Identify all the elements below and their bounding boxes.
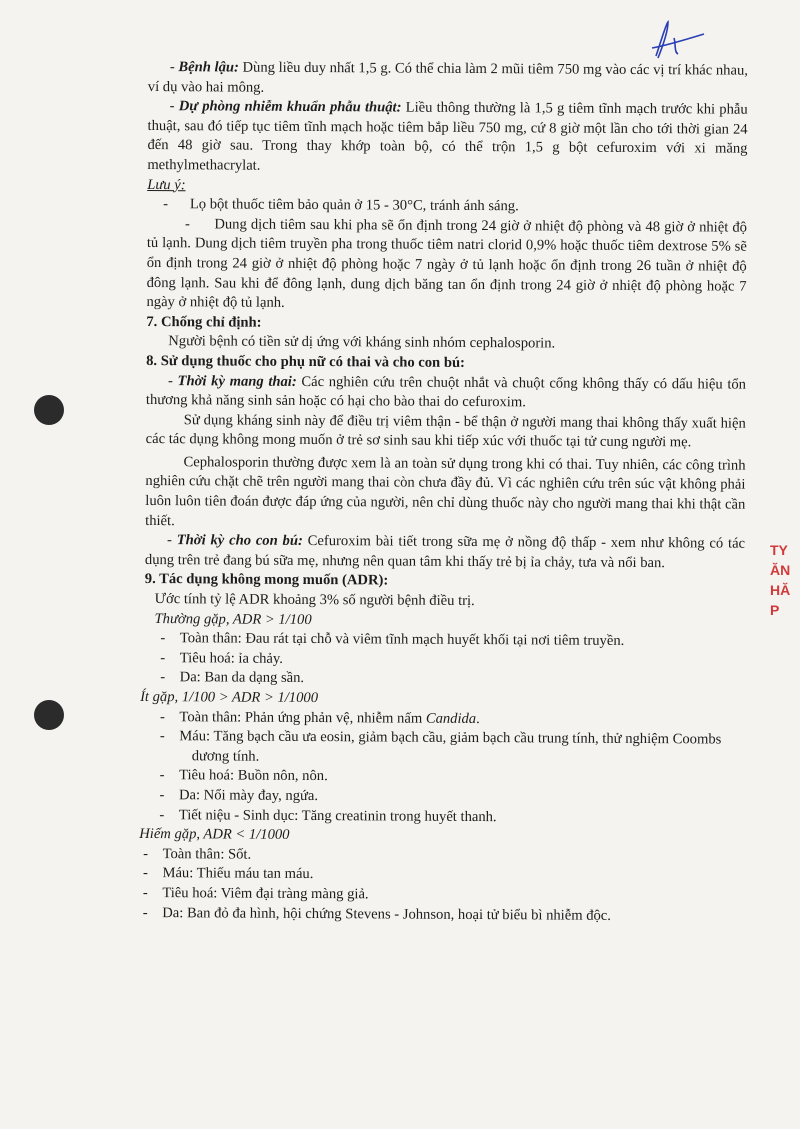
uncommon-adr-item-text: Máu: Tăng bạch cầu ưa eosin, giảm bạch cầu, giảm bạch cầu trung tính, thử nghiệm Coombs dương tính.	[179, 728, 722, 765]
uncommon-adr-title: Ít gặp, 1/100 > ADR > 1/1000	[140, 688, 319, 707]
breastfeeding-label: Thời kỳ cho con bú:	[176, 532, 303, 550]
red-stamp-fragment	[770, 540, 800, 670]
stamp-letters-4: P	[770, 602, 780, 618]
section-8-heading: 8. Sử dụng thuốc cho phụ nữ có thai và cho con bú:	[146, 352, 465, 371]
paragraph-benh-lau: - Bệnh lậu: Dùng liều duy nhất 1,5 g. Có thể chia làm 2 mũi tiêm 750 mg vào các vị trí khác nhau, ví dụ vào hai mông.	[147, 59, 748, 96]
rare-adr-item-text: Tiêu hoá: Viêm đại tràng màng giả.	[162, 885, 369, 903]
rare-adr-item: - Toàn thân: Sốt.	[143, 845, 252, 863]
note-label: Lưu ý:	[147, 176, 186, 193]
punch-hole-bottom	[34, 700, 64, 730]
common-adr-item: - Tiêu hoá: ỉa chảy.	[160, 649, 283, 667]
uncommon-adr-item: - Tiết niệu - Sinh dục: Tăng creatinin trong huyết thanh.	[159, 806, 497, 825]
uncommon-adr-item-text: Da: Nổi mày đay, ngứa.	[178, 787, 319, 805]
common-adr-item-text: Toàn thân: Đau rát tại chỗ và viêm tĩnh mạch huyết khối tại nơi tiêm truyền.	[179, 630, 625, 650]
common-adr-item-text: Tiêu hoá: ỉa chảy.	[179, 650, 283, 667]
rare-adr-item: - Máu: Thiếu máu tan máu.	[142, 865, 314, 883]
pregnancy-label: Thời kỳ mang thai:	[177, 372, 297, 390]
section-7-heading: 7. Chống chỉ định:	[146, 313, 262, 331]
pregnancy-text: Các nghiên cứu trên chuột nhắt và chuột cống không thấy có dấu hiệu tổn thương khả năng sinh sản hoặc có hại cho bào thai do cefuroxim.	[145, 373, 747, 411]
pregnancy-paragraph: - Thời kỳ mang thai: Các nghiên cứu trên chuột nhắt và chuột cống không thấy có dấu hiệu tổn thương khả năng sinh sản hoặc có hại cho bào thai do cefuroxim.	[145, 372, 747, 411]
common-adr-title: Thường gặp, ADR > 1/100	[154, 610, 312, 628]
rare-adr-item-text: Da: Ban đỏ đa hình, hội chứng Stevens - Johnson, hoại tử biểu bì nhiễm độc.	[162, 904, 612, 924]
uncommon-adr-item: - Toàn thân: Phản ứng phản vệ, nhiễm nấm Candida.	[159, 708, 480, 727]
uncommon-adr-item-text: Toàn thân: Phản ứng phản vệ, nhiễm nấm	[179, 708, 426, 727]
uncommon-adr-item: - Máu: Tăng bạch cầu ưa eosin, giảm bạch cầu, giảm bạch cầu trung tính, thử nghiệm Coombs dương tính.	[159, 728, 722, 765]
candida-term: Candida	[425, 710, 477, 727]
breastfeeding-paragraph: - Thời kỳ cho con bú: Cefuroxim bài tiết trong sữa mẹ ở nồng độ thấp - xem như không có tác dụng trên trẻ đang bú sữa mẹ, nhưng nên quan tâm khi thấy trẻ bị ỉa chảy, tưa và nổi ban.	[144, 532, 746, 572]
paragraph-du-phong: - Dự phòng nhiễm khuẩn phẫu thuật: Liều thông thường là 1,5 g tiêm tĩnh mạch trước khi phẫu thuật, sau đó tiếp tục tiêm tĩnh mạch hoặc tiêm bắp liều 750 mg, cứ 8 giờ một lần cho tới thời gian 24 đến 48 giờ sau. Trong thay khớp toàn bộ, có thể trộn 1,5 g bột cefuroxim với xi măng methylmethacrylat.	[147, 98, 748, 174]
note-item-storage-text: Lọ bột thuốc tiêm bảo quản ở 15 - 30°C, tránh ánh sáng.	[189, 196, 519, 215]
uncommon-adr-item-text: Tiết niệu - Sinh dục: Tăng creatinin trong huyết thanh.	[178, 806, 497, 825]
breastfeeding-text: Cefuroxim bài tiết trong sữa mẹ ở nồng độ thấp - xem như không có tác dụng trên trẻ đang bú sữa mẹ, nhưng nên quan tâm khi thấy trẻ bị ỉa chảy, tưa và nổi ban.	[144, 533, 746, 572]
section-7-text: Người bệnh có tiền sử dị ứng với kháng sinh nhóm cephalosporin.	[168, 333, 556, 352]
uncommon-adr-item: - Da: Nổi mày đay, ngứa.	[159, 787, 319, 805]
note-item-stability: - Dung dịch tiêm sau khi pha sẽ ổn định trong 24 giờ ở nhiệt độ phòng và 48 giờ ở nhiệt độ tủ lạnh. Dung dịch tiêm truyền pha trong thuốc tiêm natri clorid 0,9% hoặc thuốc tiêm dextrose 5% sẽ ổn định trong 24 giờ ở nhiệt độ phòng hoặc 7 ngày ở tủ lạnh hoặc ổn định trong 26 tuần ở nhiệt độ đông lạnh. Sau khi để đông lạnh, dung dịch băng tan ổn định trong 24 giờ ở nhiệt độ phòng hoặc 7 ngày ở nhiệt độ tủ lạnh.	[146, 215, 748, 311]
rare-adr-item: - Tiêu hoá: Viêm đại tràng màng giả.	[142, 884, 369, 903]
label-du-phong: Dự phòng nhiễm khuẩn phẫu thuật:	[178, 98, 402, 116]
uncommon-adr-item-text: Tiêu hoá: Buồn nôn, nôn.	[179, 767, 328, 785]
stamp-letters-3: HĂ	[770, 582, 791, 598]
note-item-stability-text: Dung dịch tiêm sau khi pha sẽ ổn định trong 24 giờ ở nhiệt độ phòng và 48 giờ ở nhiệt độ tủ lạnh. Dung dịch tiêm truyền pha trong thuốc tiêm natri clorid 0,9% hoặc thuốc tiêm dextrose 5% sẽ ổn định trong 24 giờ ở nhiệt độ phòng hoặc 7 ngày ở tủ lạnh hoặc ổn định trong 26 tuần ở nhiệt độ đông lạnh. Sau khi để đông lạnh, dung dịch băng tan ổn định trong 24 giờ ở nhiệt độ phòng hoặc 7 ngày ở nhiệt độ tủ lạnh.	[146, 216, 748, 311]
rare-adr-title: Hiếm gặp, ADR < 1/1000	[139, 826, 290, 844]
stamp-letters-1: TY	[770, 542, 788, 558]
adr-rate-text: Ước tính tỷ lệ ADR khoảng 3% số người bệnh điều trị.	[154, 591, 475, 610]
rare-adr-item: - Da: Ban đỏ đa hình, hội chứng Stevens - Johnson, hoại tử biểu bì nhiễm độc.	[142, 904, 612, 924]
punch-hole-top	[34, 395, 64, 425]
common-adr-item-text: Da: Ban da dạng sần.	[179, 669, 305, 687]
note-item-storage: - Lọ bột thuốc tiêm bảo quản ở 15 - 30°C, tránh ánh sáng.	[163, 196, 519, 215]
common-adr-item: - Da: Ban da dạng sần.	[160, 669, 305, 687]
section-9-heading: 9. Tác dụng không mong muốn (ADR):	[144, 571, 389, 589]
uncommon-adr-item-end: .	[476, 710, 480, 727]
rare-adr-item-text: Toàn thân: Sốt.	[162, 845, 252, 863]
handwritten-signature	[644, 18, 714, 64]
rare-adr-item-text: Máu: Thiếu máu tan máu.	[162, 865, 314, 883]
text-benh-lau: Dùng liều duy nhất 1,5 g. Có thể chia làm 2 mũi tiêm 750 mg vào các vị trí khác nhau, ví dụ vào hai mông.	[147, 59, 748, 96]
label-benh-lau: Bệnh lậu:	[178, 59, 239, 76]
cephalosporin-paragraph: Cephalosporin thường được xem là an toàn sử dụng trong khi có thai. Tuy nhiên, các công trình nghiên cứu chặt chẽ trên người mang thai còn chưa đầy đủ. Vì các nghiên cứu trên súc vật không phải luôn luôn tiên đoán được đáp ứng của người, nên chỉ dùng thuốc này cho người mang thai khi thật cần thiết.	[145, 454, 746, 529]
pyelonephritis-paragraph: Sử dụng kháng sinh này để điều trị viêm thận - bể thận ở người mang thai không thấy xuất hiện các tác dụng không mong muốn ở trẻ sơ sinh sau khi tiếp xúc với thuốc tại tử cung người mẹ.	[145, 411, 746, 451]
uncommon-adr-item: - Tiêu hoá: Buồn nôn, nôn.	[159, 767, 328, 785]
common-adr-item: - Toàn thân: Đau rát tại chỗ và viêm tĩnh mạch huyết khối tại nơi tiêm truyền.	[160, 630, 625, 650]
text-du-phong: Liều thông thường là 1,5 g tiêm tĩnh mạch trước khi phẫu thuật, sau đó tiếp tục tiêm tĩnh mạch hoặc tiêm bắp liều 750 mg, cứ 8 giờ một lần cho tới thời gian 24 đến 48 giờ sau. Trong thay khớp toàn bộ, có thể trộn 1,5 g bột cefuroxim với xi măng methylmethacrylat.	[147, 99, 748, 174]
stamp-letters-2: ĂN	[770, 562, 791, 578]
document-body	[139, 58, 748, 927]
